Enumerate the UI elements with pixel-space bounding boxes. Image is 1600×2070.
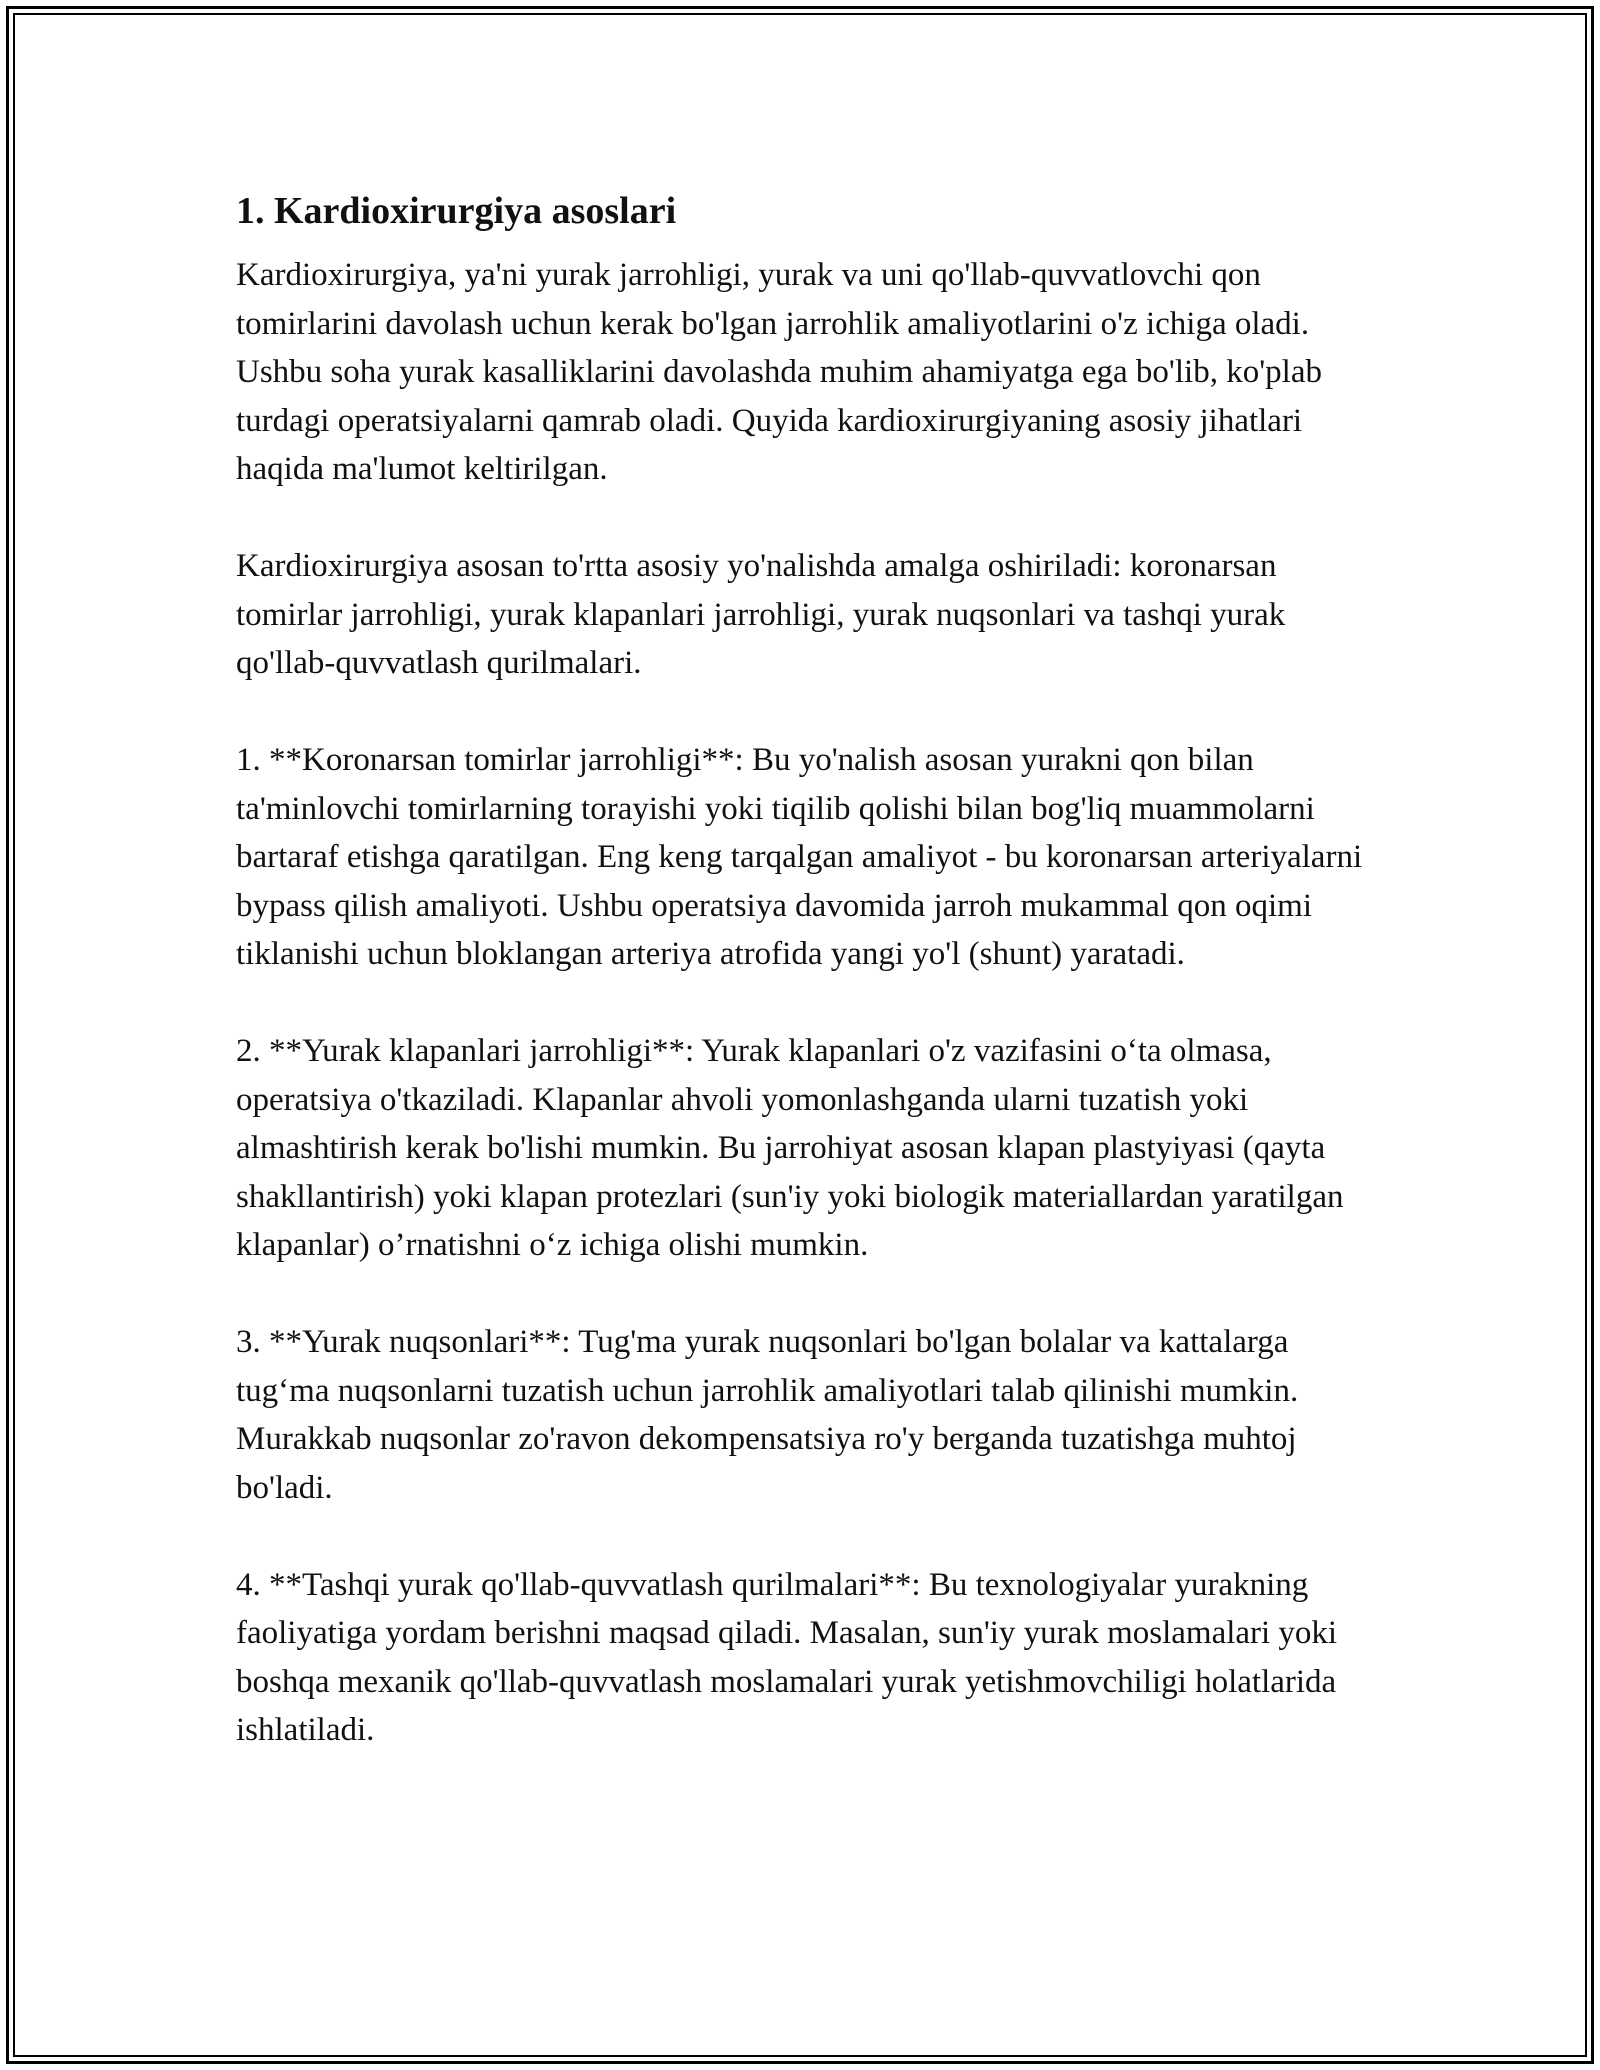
support-devices-paragraph: 4. **Tashqi yurak qo'llab-quvvatlash qurilmalari**: Bu texnologiyalar yurakning faoliyatiga yordam berishni maqsad qiladi. Masalan, sun'iy yurak moslamalari yoki boshqa mexanik qo'llab-quvvatlash moslamalari yurak yetishmovchiligi holatlarida ishlatiladi. (236, 1566, 1338, 1748)
overview-paragraph: Kardioxirurgiya asosan to'rtta asosiy yo'nalishda amalga oshiriladi: koronarsan tomirlar jarrohligi, yurak klapanlari jarrohligi, yurak nuqsonlari va tashqi yurak qo'llab-quvvatlash qurilmalari. (236, 548, 1286, 681)
section-heading: 1. Kardioxirurgiya asoslari (236, 190, 677, 232)
document-body (236, 185, 1386, 1803)
coronary-surgery-paragraph: 1. **Koronarsan tomirlar jarrohligi**: Bu yo'nalish asosan yurakni qon bilan ta'minlovchi tomirlarning torayishi yoki tiqilib qolishi bilan bog'liq muammolarni bartaraf etishga qaratilgan. Eng keng tarqalgan amaliyot - bu koronarsan arteriyalarni bypass qilish amaliyoti. Ushbu operatsiya davomida jarroh mukammal qon oqimi tiklanishi uchun bloklangan arteriya atrofida yangi yo'l (shunt) yaratadi. (236, 742, 1363, 972)
intro-paragraph: Kardioxirurgiya, ya'ni yurak jarrohligi, yurak va uni qo'llab-quvvatlovchi qon tomirlarini davolash uchun kerak bo'lgan jarrohlik amaliyotlarini o'z ichiga oladi. Ushbu soha yurak kasalliklarini davolashda muhim ahamiyatga ega bo'lib, ko'plab turdagi operatsiyalarni qamrab oladi. Quyida kardioxirurgiyaning asosiy jihatlari haqida ma'lumot keltirilgan. (236, 257, 1322, 487)
heart-defects-paragraph: 3. **Yurak nuqsonlari**: Tug'ma yurak nuqsonlari bo'lgan bolalar va kattalarga tug‘ma nuqsonlarni tuzatish uchun jarrohlik amaliyotlari talab qilinishi mumkin. Murakkab nuqsonlar zo'ravon dekompensatsiya ro'y berganda tuzatishga muhtoj bo'ladi. (236, 1324, 1299, 1506)
valve-surgery-paragraph: 2. **Yurak klapanlari jarrohligi**: Yurak klapanlari o'z vazifasini o‘ta olmasa, operatsiya o'tkaziladi. Klapanlar ahvoli yomonlashganda ularni tuzatish yoki almashtirish kerak bo'lishi mumkin. Bu jarrohiyat asosan klapan plastyiyasi (qayta shakllantirish) yoki klapan protezlari (sun'iy yoki biologik materiallardan yaratilgan klapanlar) o’rnatishni o‘z ichiga olishi mumkin. (236, 1033, 1344, 1263)
